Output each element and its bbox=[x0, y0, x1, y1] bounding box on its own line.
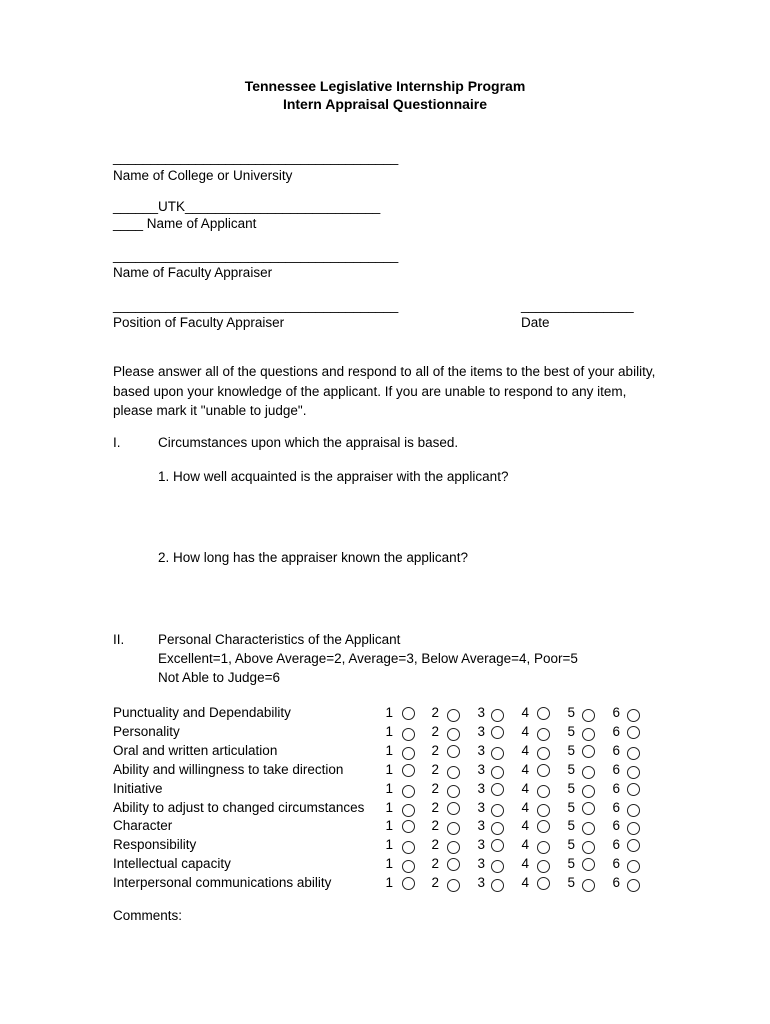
rating-item-label: Punctuality and Dependability bbox=[113, 705, 291, 720]
rating-number: 4 bbox=[521, 705, 529, 720]
rating-number: 3 bbox=[477, 761, 485, 777]
faculty-input-line[interactable]: ______________________________________ bbox=[113, 248, 399, 263]
rating-row bbox=[113, 800, 673, 818]
rating-radio-2[interactable] bbox=[447, 745, 460, 758]
rating-row bbox=[113, 837, 673, 855]
rating-number: 6 bbox=[612, 856, 620, 872]
position-input-line[interactable]: ______________________________________ bbox=[113, 298, 399, 313]
rating-radio-6[interactable] bbox=[627, 879, 640, 892]
rating-radio-1[interactable] bbox=[402, 820, 415, 833]
rating-number: 5 bbox=[567, 837, 575, 853]
rating-number: 6 bbox=[612, 837, 620, 853]
rating-number: 2 bbox=[431, 875, 439, 891]
rating-radio-5[interactable] bbox=[582, 841, 595, 854]
rating-number: 6 bbox=[612, 742, 620, 758]
section-2-numeral: II. bbox=[113, 632, 125, 647]
form-title: Tennessee Legislative Internship Program bbox=[244, 78, 526, 94]
rating-number: 5 bbox=[567, 780, 575, 796]
rating-number: 3 bbox=[477, 705, 485, 720]
section-1-heading: Circumstances upon which the appraisal is based. bbox=[158, 435, 459, 450]
rating-number: 4 bbox=[521, 818, 529, 834]
rating-radio-5[interactable] bbox=[582, 822, 595, 835]
rating-row bbox=[113, 781, 673, 799]
applicant-input-line[interactable]: ______UTK__________________________ bbox=[113, 199, 381, 214]
rating-radio-3[interactable] bbox=[491, 747, 504, 760]
rating-row bbox=[113, 818, 673, 836]
rating-radio-1[interactable] bbox=[402, 877, 415, 890]
rating-number: 1 bbox=[385, 875, 393, 891]
rating-radio-6[interactable] bbox=[627, 860, 640, 873]
rating-radio-4[interactable] bbox=[537, 820, 550, 833]
rating-row bbox=[113, 705, 673, 723]
rating-number: 2 bbox=[431, 799, 439, 815]
rating-number: 4 bbox=[521, 742, 529, 758]
rating-radio-4[interactable] bbox=[537, 764, 550, 777]
rating-scale-legend-na: Not Able to Judge=6 bbox=[158, 670, 280, 685]
rating-number: 6 bbox=[612, 875, 620, 891]
section-1-numeral: I. bbox=[113, 435, 121, 450]
rating-number: 4 bbox=[521, 761, 529, 777]
rating-number: 3 bbox=[477, 818, 485, 834]
question-2: 2. How long has the appraiser known the applicant? bbox=[158, 550, 468, 565]
rating-item-label: Ability and willingness to take direction bbox=[113, 761, 344, 777]
date-label: Date bbox=[521, 315, 550, 330]
instructions-paragraph: Please answer all of the questions and respond to all of the items to the best of your ability, based upon your knowledge of the applicant. If you are unable to respond to any item, please mark it "unable to judge". bbox=[113, 364, 656, 418]
rating-number: 1 bbox=[385, 799, 393, 815]
rating-radio-2[interactable] bbox=[447, 766, 460, 779]
rating-number: 5 bbox=[567, 705, 575, 720]
rating-number: 5 bbox=[567, 799, 575, 815]
rating-radio-2[interactable] bbox=[447, 841, 460, 854]
rating-row bbox=[113, 743, 673, 761]
rating-radio-4[interactable] bbox=[537, 877, 550, 890]
rating-radio-1[interactable] bbox=[402, 785, 415, 798]
position-label: Position of Faculty Appraiser bbox=[113, 315, 285, 330]
rating-radio-6[interactable] bbox=[627, 726, 640, 739]
rating-number: 4 bbox=[521, 837, 529, 853]
rating-number: 2 bbox=[431, 837, 439, 853]
rating-radio-5[interactable] bbox=[582, 766, 595, 779]
rating-number: 5 bbox=[567, 856, 575, 872]
rating-radio-3[interactable] bbox=[491, 860, 504, 873]
rating-radio-2[interactable] bbox=[447, 709, 460, 722]
rating-radio-3[interactable] bbox=[491, 804, 504, 817]
rating-item-label: Responsibility bbox=[113, 837, 197, 853]
form-subtitle: Intern Appraisal Questionnaire bbox=[282, 96, 488, 112]
rating-radio-5[interactable] bbox=[582, 858, 595, 871]
rating-number: 6 bbox=[612, 799, 620, 815]
rating-number: 1 bbox=[385, 705, 393, 720]
rating-radio-5[interactable] bbox=[582, 709, 595, 722]
rating-radio-1[interactable] bbox=[402, 804, 415, 817]
rating-radio-1[interactable] bbox=[402, 707, 415, 720]
rating-item-label: Intellectual capacity bbox=[113, 856, 231, 872]
rating-radio-1[interactable] bbox=[402, 747, 415, 760]
rating-item-label: Interpersonal communications ability bbox=[113, 875, 332, 891]
rating-radio-2[interactable] bbox=[447, 802, 460, 815]
rating-number: 2 bbox=[431, 780, 439, 796]
rating-row bbox=[113, 724, 673, 742]
rating-radio-3[interactable] bbox=[491, 709, 504, 722]
rating-radio-5[interactable] bbox=[582, 785, 595, 798]
rating-radio-3[interactable] bbox=[491, 726, 504, 739]
rating-number: 6 bbox=[612, 705, 620, 720]
rating-radio-4[interactable] bbox=[537, 728, 550, 741]
question-1: 1. How well acquainted is the appraiser with the applicant? bbox=[158, 469, 509, 484]
rating-radio-3[interactable] bbox=[491, 839, 504, 852]
rating-row bbox=[113, 762, 673, 780]
rating-number: 1 bbox=[385, 761, 393, 777]
rating-number: 1 bbox=[385, 856, 393, 872]
rating-radio-2[interactable] bbox=[447, 785, 460, 798]
comments-label: Comments: bbox=[113, 908, 183, 923]
rating-item-label: Personality bbox=[113, 723, 180, 739]
rating-number: 6 bbox=[612, 818, 620, 834]
rating-radio-6[interactable] bbox=[627, 709, 640, 722]
rating-item-label: Oral and written articulation bbox=[113, 742, 278, 758]
rating-number: 1 bbox=[385, 723, 393, 739]
rating-row bbox=[113, 856, 673, 874]
college-label: Name of College or University bbox=[113, 168, 293, 183]
rating-radio-4[interactable] bbox=[537, 860, 550, 873]
date-input-line[interactable]: _______________ bbox=[521, 298, 634, 313]
rating-radio-6[interactable] bbox=[627, 822, 640, 835]
rating-radio-6[interactable] bbox=[627, 747, 640, 760]
rating-number: 6 bbox=[612, 723, 620, 739]
rating-number: 3 bbox=[477, 799, 485, 815]
rating-number: 1 bbox=[385, 818, 393, 834]
rating-scale-legend: Excellent=1, Above Average=2, Average=3, Below Average=4, Poor=5 bbox=[158, 651, 578, 666]
rating-number: 6 bbox=[612, 761, 620, 777]
rating-radio-1[interactable] bbox=[402, 764, 415, 777]
rating-number: 5 bbox=[567, 818, 575, 834]
applicant-label: ____ Name of Applicant bbox=[113, 216, 257, 231]
rating-radio-1[interactable] bbox=[402, 860, 415, 873]
rating-number: 4 bbox=[521, 875, 529, 891]
faculty-label: Name of Faculty Appraiser bbox=[113, 265, 273, 280]
rating-radio-3[interactable] bbox=[491, 783, 504, 796]
rating-radio-2[interactable] bbox=[447, 879, 460, 892]
rating-radio-4[interactable] bbox=[537, 841, 550, 854]
rating-radio-4[interactable] bbox=[537, 707, 550, 720]
rating-number: 5 bbox=[567, 723, 575, 739]
college-input-line[interactable]: ______________________________________ bbox=[113, 150, 399, 165]
rating-number: 5 bbox=[567, 742, 575, 758]
rating-radio-2[interactable] bbox=[447, 822, 460, 835]
rating-number: 5 bbox=[567, 761, 575, 777]
rating-number: 3 bbox=[477, 856, 485, 872]
rating-radio-4[interactable] bbox=[537, 785, 550, 798]
rating-number: 4 bbox=[521, 723, 529, 739]
rating-radio-6[interactable] bbox=[627, 766, 640, 779]
section-2-heading: Personal Characteristics of the Applicant bbox=[158, 632, 401, 647]
rating-radio-5[interactable] bbox=[582, 728, 595, 741]
rating-radio-6[interactable] bbox=[627, 839, 640, 852]
rating-radio-4[interactable] bbox=[537, 747, 550, 760]
rating-radio-3[interactable] bbox=[491, 879, 504, 892]
rating-radio-1[interactable] bbox=[402, 728, 415, 741]
rating-radio-5[interactable] bbox=[582, 745, 595, 758]
rating-row bbox=[113, 875, 673, 893]
rating-number: 2 bbox=[431, 856, 439, 872]
rating-number: 3 bbox=[477, 875, 485, 891]
rating-radio-1[interactable] bbox=[402, 841, 415, 854]
rating-number: 5 bbox=[567, 875, 575, 891]
rating-item-label: Initiative bbox=[113, 780, 163, 796]
rating-radio-5[interactable] bbox=[582, 879, 595, 892]
rating-radio-2[interactable] bbox=[447, 858, 460, 871]
rating-radio-6[interactable] bbox=[627, 783, 640, 796]
rating-number: 1 bbox=[385, 780, 393, 796]
rating-number: 4 bbox=[521, 799, 529, 815]
rating-item-label: Ability to adjust to changed circumstances bbox=[113, 799, 365, 815]
rating-radio-3[interactable] bbox=[491, 766, 504, 779]
rating-number: 3 bbox=[477, 742, 485, 758]
rating-number: 4 bbox=[521, 856, 529, 872]
rating-radio-3[interactable] bbox=[491, 822, 504, 835]
rating-radio-2[interactable] bbox=[447, 728, 460, 741]
rating-number: 3 bbox=[477, 780, 485, 796]
rating-number: 4 bbox=[521, 780, 529, 796]
rating-number: 2 bbox=[431, 742, 439, 758]
rating-item-label: Character bbox=[113, 818, 173, 834]
rating-number: 1 bbox=[385, 742, 393, 758]
rating-number: 2 bbox=[431, 723, 439, 739]
rating-number: 3 bbox=[477, 723, 485, 739]
rating-number: 2 bbox=[431, 705, 439, 720]
rating-number: 6 bbox=[612, 780, 620, 796]
rating-number: 2 bbox=[431, 818, 439, 834]
rating-radio-4[interactable] bbox=[537, 804, 550, 817]
rating-radio-6[interactable] bbox=[627, 804, 640, 817]
rating-number: 2 bbox=[431, 761, 439, 777]
rating-radio-5[interactable] bbox=[582, 802, 595, 815]
rating-number: 1 bbox=[385, 837, 393, 853]
rating-number: 3 bbox=[477, 837, 485, 853]
